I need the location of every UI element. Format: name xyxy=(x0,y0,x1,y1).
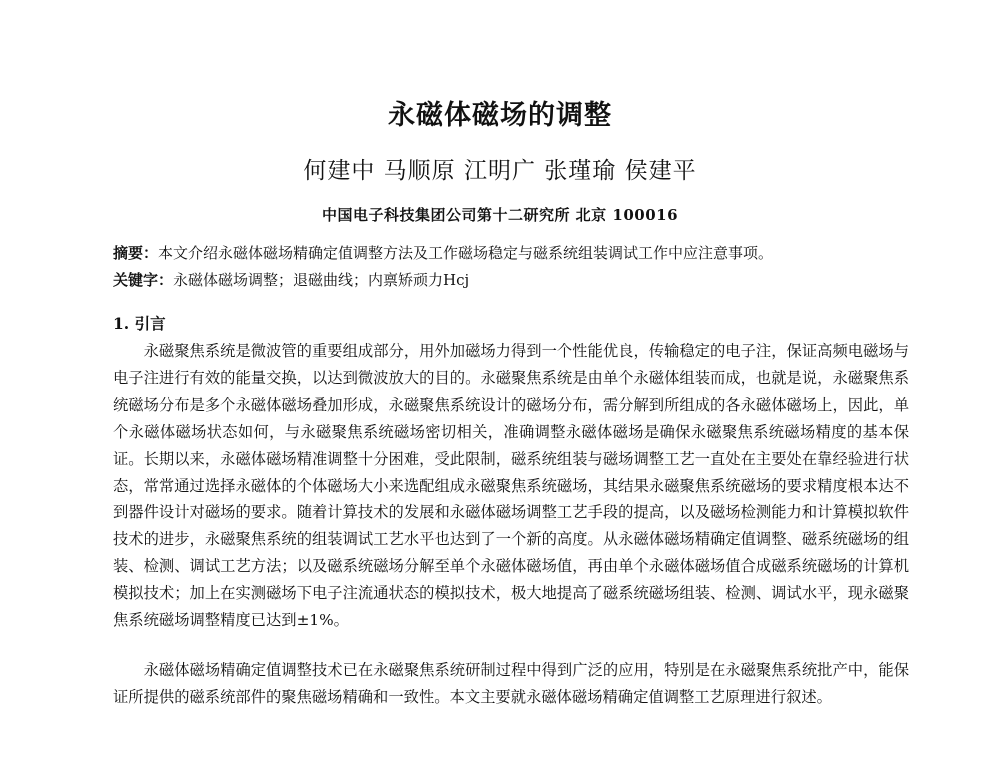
keywords-text: 永磁体磁场调整；退磁曲线；内禀矫顽力Hcj xyxy=(173,271,470,289)
keywords-line xyxy=(113,269,903,291)
introduction-paragraph-2: 永磁体磁场精确定值调整技术已在永磁聚焦系统研制过程中得到广泛的应用，特别是在永磁聚焦系统批产中，能保证所提供的磁系统部件的聚焦磁场精确和一致性。本文主要就永磁体磁场精确定值调整工艺原理进行叙述。 xyxy=(113,661,909,706)
abstract-text: 本文介绍永磁体磁场精确定值调整方法及工作磁场稳定与磁系统组装调试工作中应注意事项。 xyxy=(158,244,774,262)
author-affiliation: 中国电子科技集团公司第十二研究所 北京 100016 xyxy=(321,206,679,224)
keywords-label: 关键字： xyxy=(113,271,174,289)
section-heading-introduction: 1. 引言 xyxy=(113,314,166,333)
abstract-line xyxy=(113,242,903,264)
paper-title: 永磁体磁场的调整 xyxy=(388,100,612,131)
abstract-label: 摘要： xyxy=(113,244,159,262)
introduction-paragraph-1: 永磁聚焦系统是微波管的重要组成部分，用外加磁场力得到一个性能优良，传输稳定的电子注，保证高频电磁场与电子注进行有效的能量交换，以达到微波放大的目的。永磁聚焦系统是由单个永磁体组装而成，也就是说，永磁聚焦系统磁场分布是多个永磁体磁场叠加形成，永磁聚焦系统设计的磁场分布，需分解到所组成的各永磁体磁场上，因此，单个永磁体磁场状态如何，与永磁聚焦系统磁场密切相关，准确调整永磁体磁场是确保永磁聚焦系统磁场精度的基本保证。长期以来，永磁体磁场精准调整十分困难，受此限制，磁系统组装与磁场调整工艺一直处在主要处在靠经验进行状态，常常通过选择永磁体的个体磁场大小来选配组成永磁聚焦系统磁场，其结果永磁聚焦系统磁场的要求精度根本达不到器件设计对磁场的要求。随着计算技术的发展和永磁体磁场调整工艺手段的提高，以及磁场检测能力和计算模拟软件技术的进步，永磁聚焦系统的组装调试工艺水平也达到了一个新的高度。从永磁体磁场精确定值调整、磁系统磁场的组装、检测、调试工艺方法；以及磁系统磁场分解至单个永磁体磁场值，再由单个永磁体磁场值合成磁系统磁场的计算机模拟技术；加上在实测磁场下电子注流通状态的模拟技术，极大地提高了磁系统磁场组装、检测、调试水平，现永磁聚焦系统磁场调整精度已达到±1%。 xyxy=(113,342,909,630)
author-list: 何建中 马顺原 江明广 张瑾瑜 侯建平 xyxy=(303,158,697,184)
